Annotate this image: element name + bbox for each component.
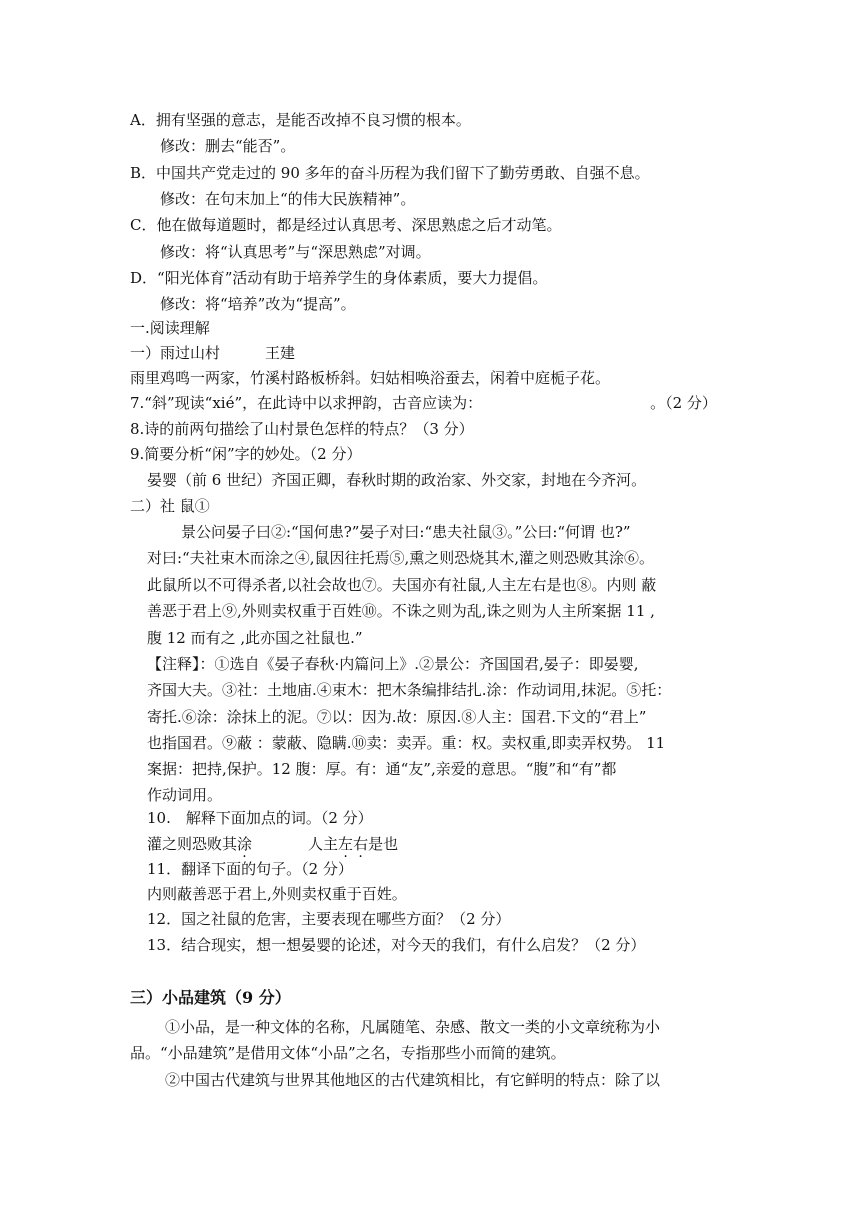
- annotation-line: 也指国君。⑨蔽 ：蒙蔽、隐瞒.⑩卖：卖弄。重：权。卖权重,即卖弄权势。 11: [147, 734, 666, 752]
- question-9: 9.简要分析“闲”字的妙处。（2 分）: [130, 445, 362, 463]
- architecture-paragraph: ①小品，是一种文体的名称，凡属随笔、杂感、散文一类的小文章统称为小: [165, 1018, 661, 1036]
- annotation-line: 齐国大夫。③社：土地庙.④束木：把木条编排结扎.涂：作动词用,抹泥。⑤托：: [147, 681, 672, 699]
- passage-line: 对曰:“夫社束木而涂之④,鼠因往托焉⑤,熏之则恐烧其木,灌之则恐败其涂⑥。: [147, 549, 655, 567]
- architecture-paragraph: 品。“小品建筑”是借用文体“小品”之名，专指那些小而简的建筑。: [130, 1044, 566, 1062]
- annotation-line: 案据：把持,保护。12 腹：厚。有：通“友”,亲爱的意思。“腹”和“有”都: [147, 760, 617, 778]
- passage-line: 景公问晏子曰②:“国何患?”晏子对曰:“患夫社鼠③。”公曰:“何谓 也?”: [181, 523, 631, 541]
- architecture-paragraph: ②中国古代建筑与世界其他地区的古代建筑相比，有它鲜明的特点：除了以: [165, 1071, 661, 1089]
- question-12: 12．国之社鼠的危害，主要表现在哪些方面？（2 分）: [147, 910, 511, 928]
- option-c-revision: 修改：将“认真思考”与“深思熟虑”对调。: [160, 243, 431, 261]
- option-b: B．中国共产党走过的 90 多年的奋斗历程为我们留下了勤劳勇敢、自强不息。: [130, 164, 650, 182]
- question-11: 11．翻译下面的句子。（2 分）: [147, 860, 353, 878]
- question-13: 13．结合现实，想一想晏婴的论述，对今天的我们，有什么启发？（2 分）: [147, 936, 646, 954]
- dotted-word: 左: [338, 835, 354, 853]
- option-b-revision: 修改：在句末加上“的伟大民族精神”。: [160, 190, 416, 208]
- poem-title: 一）雨过山村 王建: [130, 344, 296, 362]
- option-c: C．他在做每道题时，都是经过认真思考、深思熟虑之后才动笔。: [130, 216, 562, 234]
- annotation-line: 【注释】：①选自《晏子春秋·内篇问上》.②景公：齐国国君,晏子：即晏婴,: [147, 655, 639, 673]
- passage-line: 善恶于君上⑨,外则卖权重于百姓⑩。不诛之则为乱,诛之则为人主所案据 11 ,: [147, 602, 655, 620]
- annotation-line: 作动词用。: [147, 786, 223, 804]
- option-d-revision: 修改：将“培养”改为“提高”。: [160, 295, 356, 313]
- dotted-word: 涂: [237, 835, 253, 853]
- passage-title: 二）社 鼠①: [130, 497, 210, 515]
- author-note: 晏婴（前 6 世纪）齐国正卿，春秋时期的政治家、外交家，封地在今齐河。: [147, 471, 647, 489]
- annotation-line: 寄托.⑥涂：涂抹上的泥。⑦以：因为.故：原因.⑧人主：国君.下文的“君上”: [147, 708, 647, 726]
- section-heading-reading: 一.阅读理解: [130, 319, 210, 337]
- question-7: 7.“斜”现读“xié”，在此诗中以求押韵，古音应读为： 。（2 分）: [130, 394, 717, 412]
- option-a-revision: 修改：删去“能否”。: [160, 137, 296, 155]
- option-d: D．“阳光体育”活动有助于培养学生的身体素质，要大力提倡。: [130, 269, 548, 287]
- question-11-sentence: 内则蔽善恶于君上,外则卖权重于百姓。: [147, 885, 407, 903]
- passage-line: 此鼠所以不可得杀者,以社会故也⑦。夫国亦有社鼠,人主左右是也⑧。内则 蔽: [147, 576, 657, 594]
- dotted-word: 右: [353, 835, 369, 853]
- question-10-items: 灌之则恐败其涂 人主左右是也: [147, 835, 399, 853]
- question-10: 10. 解释下面加点的词。（2 分）: [147, 809, 373, 827]
- poem-text: 雨里鸡鸣一两家，竹溪村路板桥斜。妇姑相唤浴蚕去，闲着中庭栀子花。: [130, 369, 611, 387]
- passage-line: 腹 12 而有之 ,此亦国之社鼠也.”: [147, 629, 363, 647]
- option-a: A．拥有坚强的意志，是能否改掉不良习惯的根本。: [130, 111, 471, 129]
- section-heading-architecture: 三）小品建筑（9 分）: [130, 988, 291, 1007]
- question-8: 8.诗的前两句描绘了山村景色怎样的特点？（3 分）: [130, 420, 474, 438]
